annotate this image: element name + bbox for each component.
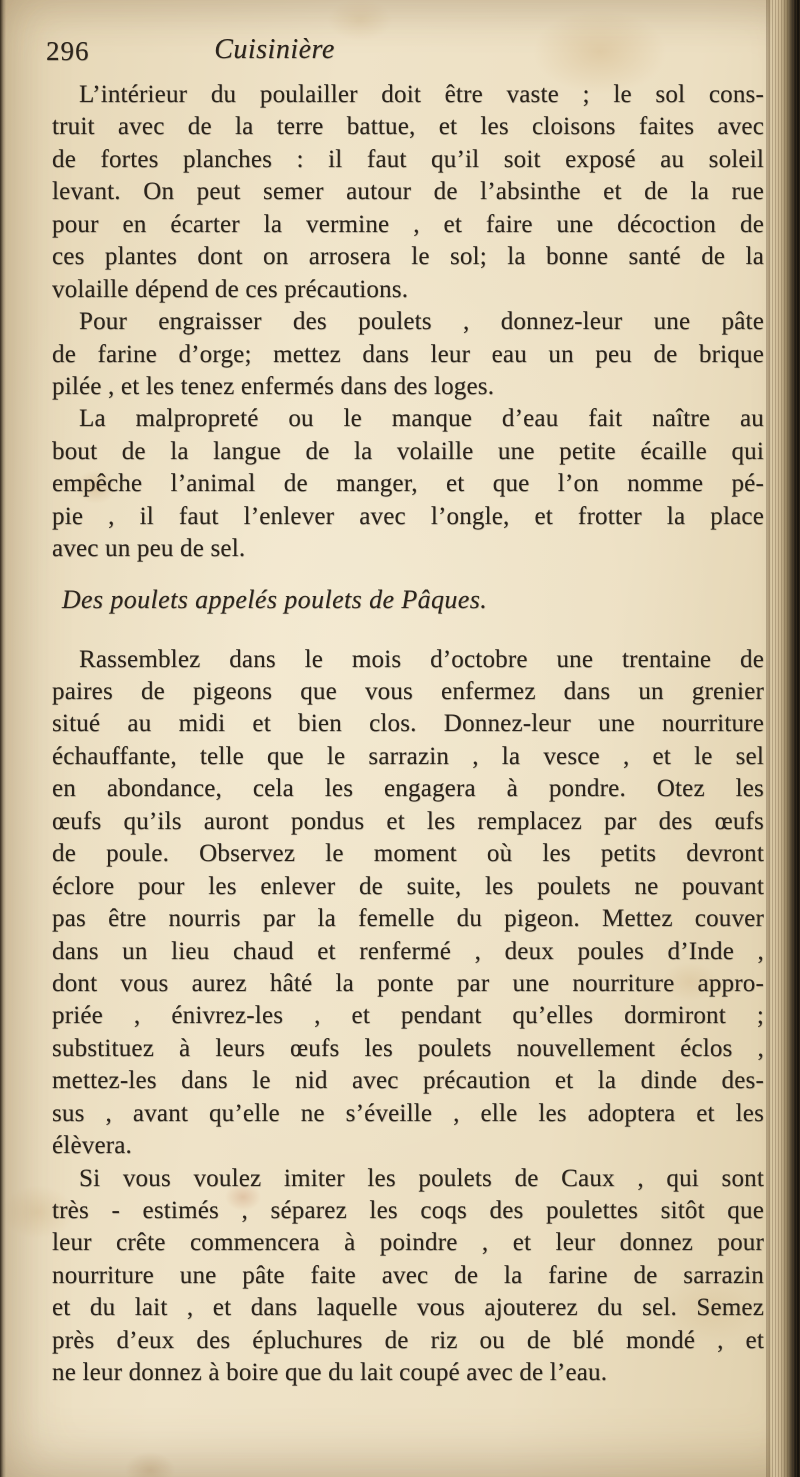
- book-fore-edge: [766, 0, 800, 1477]
- text-line: en abondance, cela les engagera à pondre. Otez les: [52, 775, 764, 803]
- text-line: avec un peu de sel.: [52, 535, 246, 563]
- text-line: leur crête commencera à poindre , et leur donnez pour: [52, 1229, 764, 1257]
- text-line: substituez à leurs œufs les poulets nouvellement éclos ,: [52, 1034, 764, 1062]
- paragraph: [52, 79, 764, 306]
- paragraph: [52, 403, 764, 565]
- text-line: volaille dépend de ces précautions.: [52, 275, 409, 303]
- text-line: nourriture une pâte faite avec de la farine de sarrazin: [52, 1261, 764, 1289]
- text-line: pour en écarter la vermine , et faire une décoction de: [52, 210, 764, 238]
- text-line: bout de la langue de la volaille une petite écaille qui: [52, 437, 764, 465]
- text-line: empêche l’animal de manger, et que l’on nomme pé-: [52, 470, 764, 498]
- text-line: pas être nourris par la femelle du pigeon. Mettez couver: [52, 905, 764, 933]
- paragraph: [52, 644, 764, 1163]
- section-heading: Des poulets appelés poulets de Pâques.: [61, 584, 488, 614]
- text-line: ces plantes dont on arrosera le sol; la bonne santé de la: [52, 243, 764, 271]
- text-line: de poule. Observez le moment où les petits devront: [52, 840, 764, 868]
- text-line: Rassemblez dans le mois d’octobre une trentaine de: [79, 645, 764, 673]
- text-line: sus , avant qu’elle ne s’éveille , elle les adoptera et les: [52, 1099, 764, 1127]
- text-line: de fortes planches : il faut qu’il soit exposé au soleil: [52, 145, 764, 173]
- text-line: truit avec de la terre battue, et les cloisons faites avec: [52, 113, 764, 141]
- text-line: La malpropreté ou le manque d’eau fait naître au: [79, 405, 764, 433]
- page-body: [52, 79, 764, 1390]
- text-line: paires de pigeons que vous enfermez dans un grenier: [52, 678, 764, 705]
- text-line: dans un lieu chaud et renfermé , deux poules d’Inde ,: [52, 937, 764, 965]
- text-line: L’intérieur du poulailler doit être vaste ; le sol cons-: [79, 81, 764, 108]
- text-line: pie , il faut l’enlever avec l’ongle, et frotter la place: [52, 502, 764, 530]
- text-line: priée , énivrez-les , et pendant qu’elles dormiront ;: [52, 1002, 764, 1030]
- text-line: élèvera.: [52, 1132, 133, 1160]
- text-line: Si vous voulez imiter les poulets de Caux , qui sont: [79, 1164, 764, 1192]
- text-line: très - estimés , séparez les coqs des poulettes sitôt que: [52, 1197, 764, 1224]
- text-line: Pour engraisser des poulets , donnez-leur une pâte: [79, 308, 764, 336]
- running-title: Cuisinière: [214, 34, 335, 65]
- gutter-shadow: [0, 0, 6, 1477]
- text-line: dont vous aurez hâté la ponte par une nourriture appro-: [52, 969, 764, 997]
- text-line: pilée , et les tenez enfermés dans des loges.: [52, 372, 495, 400]
- text-line: près d’eux des épluchures de riz ou de blé mondé , et: [52, 1326, 764, 1354]
- text-line: œufs qu’ils auront pondus et les remplacez par des œufs: [52, 807, 764, 835]
- text-line: de farine d’orge; mettez dans leur eau un peu de brique: [52, 340, 764, 368]
- text-line: situé au midi et bien clos. Donnez-leur une nourriture: [52, 710, 764, 738]
- text-line: éclore pour les enlever de suite, les poulets ne pouvant: [52, 872, 764, 900]
- page-number: 296: [46, 36, 90, 66]
- text-line: échauffante, telle que le sarrazin , la vesce , et le sel: [52, 742, 764, 770]
- text-line: ne leur donnez à boire que du lait coupé avec de l’eau.: [52, 1359, 608, 1387]
- text-line: levant. On peut semer autour de l’absinthe et de la rue: [52, 178, 764, 206]
- paragraph: [52, 1163, 764, 1390]
- text-line: et du lait , et dans laquelle vous ajouterez du sel. Semez: [52, 1294, 764, 1322]
- paragraph: [52, 306, 764, 403]
- text-line: mettez-les dans le nid avec précaution et la dinde des-: [52, 1067, 764, 1095]
- page-header: [46, 34, 764, 76]
